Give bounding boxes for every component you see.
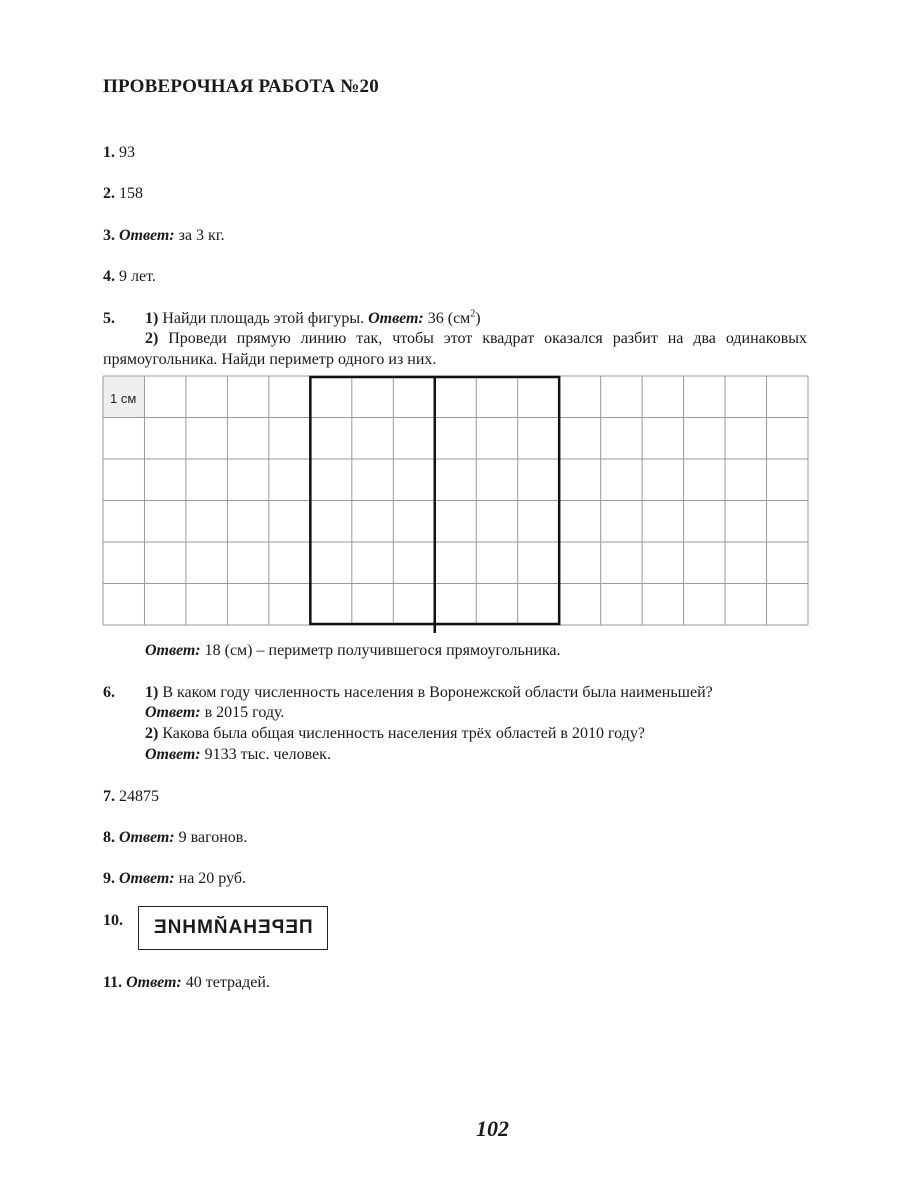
answer-value: в 2015 году. (200, 704, 285, 721)
closing-paren: ) (475, 310, 481, 327)
answer-value: 158 (115, 185, 143, 202)
answer-7 (103, 786, 159, 807)
question-text: В каком году численность населения в Воронежской области была наименьшей? (158, 684, 713, 701)
superscript: 2 (470, 308, 476, 320)
grid-figure (103, 376, 808, 625)
question-text: Какова была общая численность населения трёх областей в 2010 году? (158, 725, 645, 742)
item-number: 4. (103, 268, 115, 285)
page-title: ПРОВЕРОЧНАЯ РАБОТА №20 (103, 76, 379, 97)
item-5-answer (145, 640, 561, 661)
answer-value: 40 тетрадей. (181, 974, 270, 991)
answer-1 (103, 142, 135, 163)
mirrored-word: ПЕРЕНАЙМНИЕ (153, 917, 313, 938)
page-number: 102 (476, 1116, 509, 1141)
item-5-part-2 (103, 328, 807, 370)
item-6-answer-1 (145, 702, 284, 723)
answer-4 (103, 266, 156, 287)
answer-label: Ответ: (115, 227, 175, 244)
item-5-part-1 (145, 308, 481, 329)
answer-label: Ответ: (115, 870, 175, 887)
part-number: 1) (145, 310, 159, 327)
answer-value: за 3 кг. (174, 227, 225, 244)
answer-9 (103, 868, 246, 889)
mirrored-word-box (138, 906, 328, 950)
answer-value: на 20 руб. (174, 870, 247, 887)
item-number: 8. (103, 829, 115, 846)
item-10-number: 10. (103, 912, 123, 929)
answer-label: Ответ: (115, 829, 175, 846)
item-number: 11. (103, 974, 123, 991)
answer-label: Ответ: (145, 746, 201, 763)
answer-label: Ответ: (145, 704, 201, 721)
answer-value: 36 (см (423, 310, 471, 327)
item-number: 9. (103, 870, 115, 887)
answer-11 (103, 972, 270, 993)
answer-label: Ответ: (368, 310, 424, 327)
item-number: 1. (103, 144, 115, 161)
part-number: 2) (145, 330, 159, 347)
answer-value: 24875 (115, 788, 159, 805)
answer-value: 93 (115, 144, 135, 161)
question-text: Найди площадь этой фигуры. (158, 310, 369, 327)
item-number: 2. (103, 185, 115, 202)
part-number: 1) (145, 684, 159, 701)
answer-8 (103, 827, 247, 848)
scale-label: 1 см (110, 391, 137, 406)
item-number: 7. (103, 788, 115, 805)
question-text: Проведи прямую линию так, чтобы этот квадрат оказался разбит на два одинаковых прямоугольника. Найди периметр одного из них. (103, 330, 807, 368)
item-6-question-1 (145, 682, 713, 703)
answer-label: Ответ: (122, 974, 182, 991)
answer-2 (103, 183, 143, 204)
answer-label: Ответ: (145, 642, 201, 659)
answer-value: 18 (см) – периметр получившегося прямоугольника. (200, 642, 561, 659)
answer-value: 9 лет. (115, 268, 156, 285)
answer-value: 9133 тыс. человек. (200, 746, 331, 763)
item-6-number: 6. (103, 684, 115, 701)
part-number: 2) (145, 725, 159, 742)
item-6-question-2 (145, 723, 645, 744)
grid-lines (103, 376, 808, 625)
item-5-number: 5. (103, 310, 115, 327)
answer-value: 9 вагонов. (174, 829, 248, 846)
item-6-answer-2 (145, 744, 331, 765)
answer-3 (103, 225, 225, 246)
item-number: 3. (103, 227, 115, 244)
